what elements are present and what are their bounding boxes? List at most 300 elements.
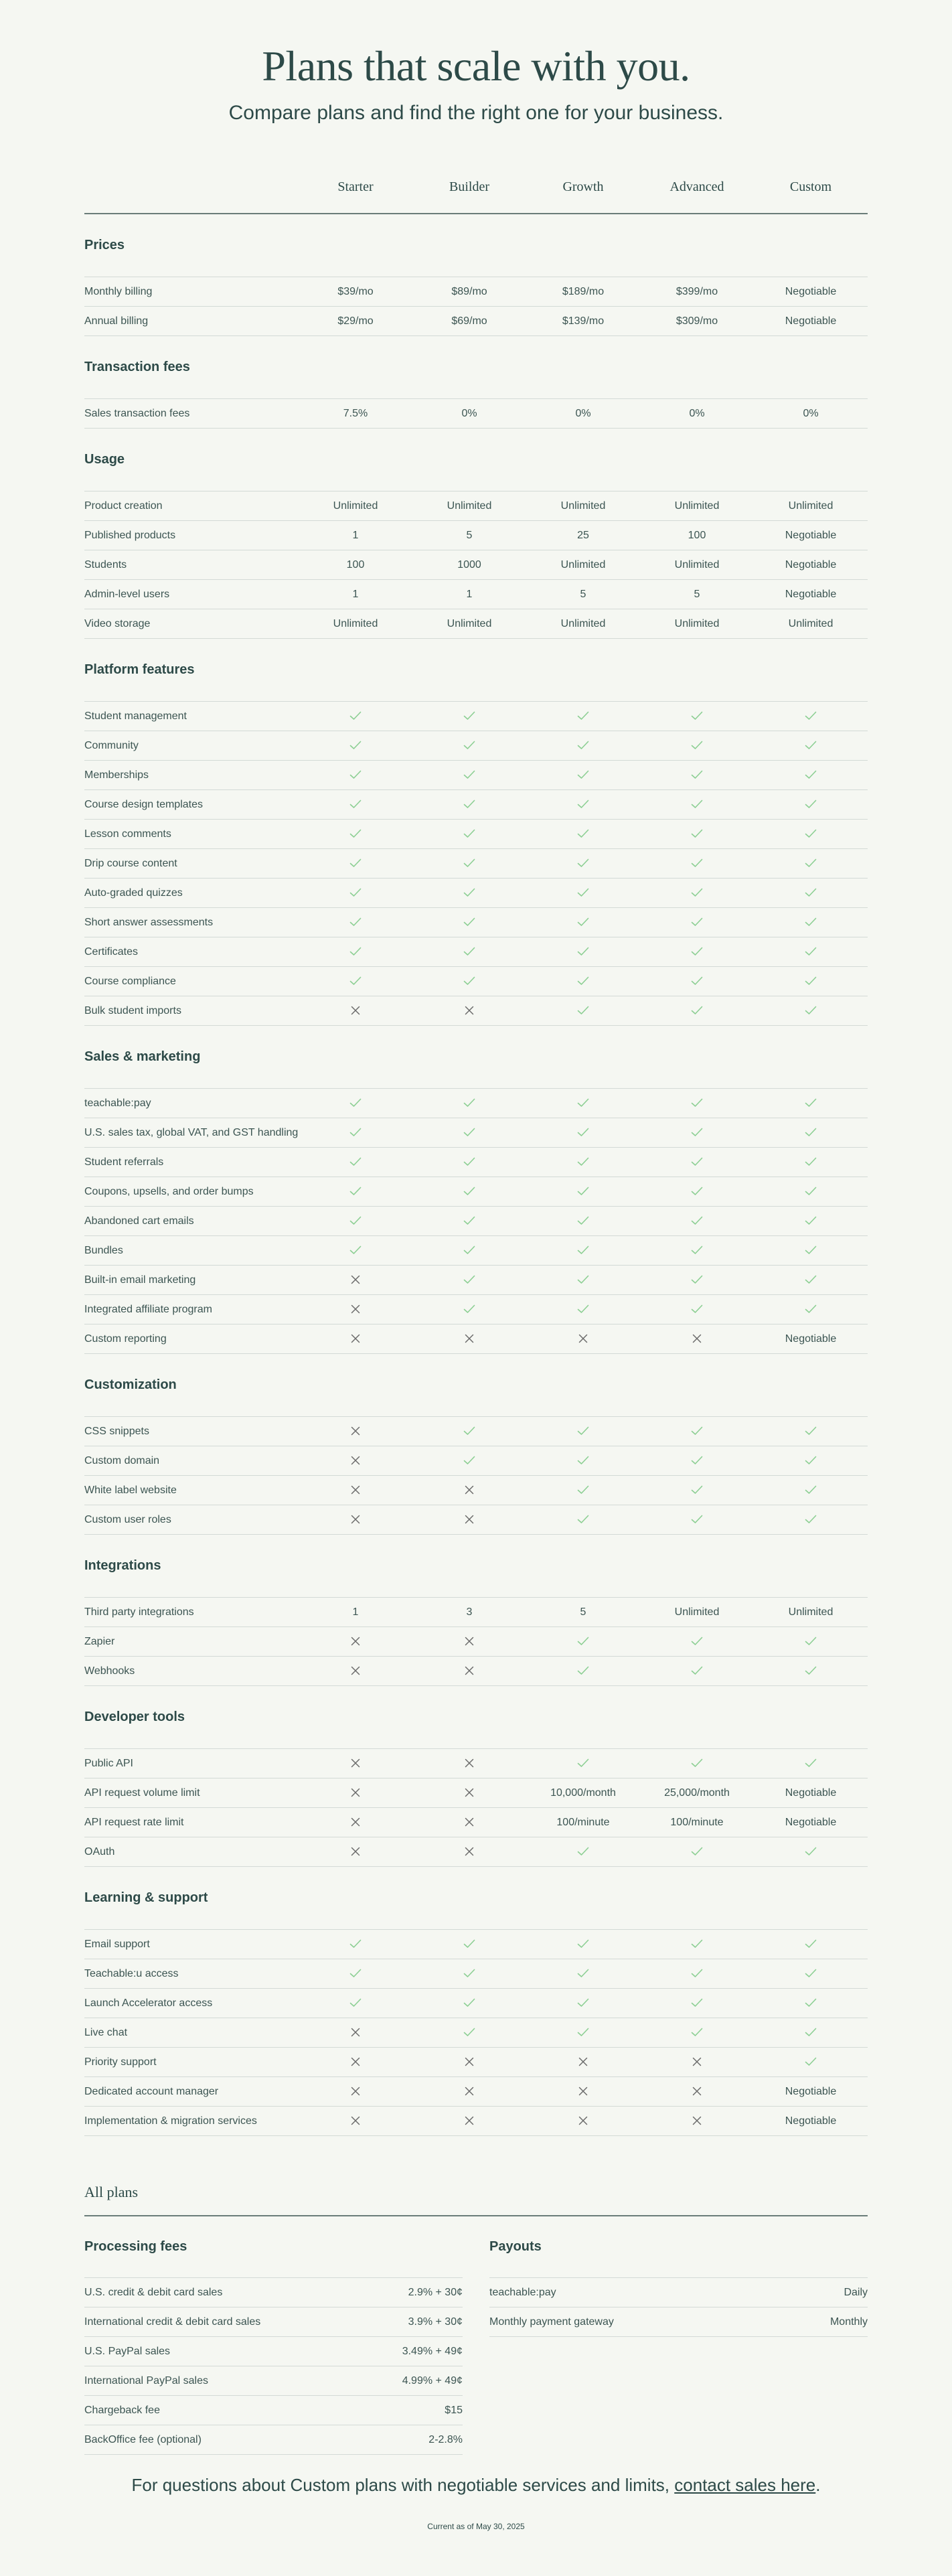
checkmark-glyph [691,1006,703,1015]
check-icon [640,1514,754,1526]
check-icon [526,1186,640,1198]
cross-icon [299,1665,412,1677]
fee-columns [84,2216,868,2455]
cell-value-starter: $29/mo [337,315,374,327]
row-label: Priority support [84,2056,157,2068]
checkmark-glyph [463,1998,475,2007]
check-icon [640,2027,754,2039]
check-icon [412,1215,526,1227]
checkmark-glyph [577,1304,589,1314]
page-title: Plans that scale with you. [262,42,690,90]
table-row [84,1236,868,1266]
row-label: Coupons, upsells, and order bumps [84,1185,254,1197]
checkmark-glyph [349,947,362,956]
section-title-learning-support: Learning & support [84,1867,868,1930]
cross-icon [412,1817,526,1829]
check-icon [412,917,526,929]
checkmark-glyph [577,1666,589,1675]
row-label: Webhooks [84,1665,135,1677]
checkmark-glyph [805,1637,817,1646]
checkmark-glyph [463,1157,475,1166]
row-label: Custom domain [84,1454,160,1466]
check-icon [754,1968,868,1980]
section-title-customization: Customization [84,1354,868,1417]
cross-icon [299,1514,412,1526]
cross-glyph [465,1006,474,1015]
cell-value-growth: $189/mo [562,285,605,297]
cell-value-custom: Unlimited [788,617,834,629]
checkmark-glyph [805,1006,817,1015]
check-icon [754,740,868,752]
cross-glyph [351,2028,360,2037]
cell-value-growth: 0% [575,407,591,419]
table-row [84,1657,868,1686]
cross-glyph [465,2116,474,2125]
check-icon [526,946,640,958]
checkmark-glyph [577,1758,589,1768]
table-row [84,399,868,429]
check-icon [754,828,868,840]
row-label: Lesson comments [84,828,171,840]
table-row [84,1989,868,2018]
check-icon [640,917,754,929]
checkmark-glyph [577,1847,589,1856]
checkmark-glyph [691,1969,703,1978]
all-plans-title: All plans [84,2170,868,2216]
cell-value-growth: 10,000/month [550,1787,616,1799]
checkmark-glyph [691,829,703,838]
feature-sections [84,214,868,2136]
cell-value-custom: Negotiable [785,1816,837,1828]
checkmark-glyph [463,1426,475,1436]
checkmark-glyph [805,829,817,838]
table-row [84,1959,868,1989]
checkmark-glyph [691,770,703,779]
checkmark-glyph [577,711,589,721]
checkmark-glyph [805,947,817,956]
table-row [84,491,868,521]
check-icon [299,1968,412,1980]
checkmark-glyph [805,1098,817,1108]
check-icon [526,1846,640,1858]
checkmark-glyph [577,770,589,779]
table-row [84,1295,868,1324]
check-icon [412,976,526,988]
row-label: Students [84,558,127,571]
checkmark-glyph [463,741,475,750]
checkmark-glyph [349,976,362,986]
row-label: Course design templates [84,798,203,810]
checkmark-glyph [577,1098,589,1108]
cell-value-advanced: $399/mo [676,285,718,297]
table-row [84,521,868,550]
checkmark-glyph [349,858,362,868]
check-icon [640,710,754,723]
checkmark-glyph [349,888,362,897]
table-row [84,1505,868,1535]
plan-header-custom: Custom [789,179,832,194]
checkmark-glyph [691,1666,703,1675]
cell-value-starter: Unlimited [333,500,378,512]
check-icon [640,828,754,840]
check-icon [526,1005,640,1017]
row-label: Student referrals [84,1156,164,1168]
checkmark-glyph [805,1515,817,1524]
table-row [84,1837,868,1867]
cross-icon [299,2086,412,2098]
check-icon [640,1758,754,1770]
check-icon [412,1304,526,1316]
checkmark-glyph [805,1275,817,1284]
check-icon [754,1304,868,1316]
checkmark-glyph [463,976,475,986]
cell-value-custom: Negotiable [785,1787,837,1799]
row-label: Public API [84,1757,133,1769]
checkmark-glyph [349,1128,362,1137]
cell-value-growth: Unlimited [560,500,606,512]
check-icon [526,2027,640,2039]
check-icon [526,1215,640,1227]
row-label: Published products [84,529,176,541]
cross-icon [299,1333,412,1345]
check-icon [526,917,640,929]
cell-value-growth: Unlimited [560,617,606,629]
cross-glyph [351,1515,360,1524]
row-label: Abandoned cart emails [84,1215,194,1227]
checkmark-glyph [577,1245,589,1255]
table-row [84,1417,868,1446]
cross-icon [299,1274,412,1286]
checkmark-glyph [805,1128,817,1137]
row-label: Community [84,739,139,751]
check-icon [640,1005,754,1017]
cell-value-advanced: 100 [688,529,706,541]
row-label: Sales transaction fees [84,407,190,419]
checkmark-glyph [577,858,589,868]
cross-icon [299,1636,412,1648]
cross-glyph [465,2057,474,2066]
section-title-prices: Prices [84,214,868,277]
check-icon [526,1304,640,1316]
check-icon [299,917,412,929]
table-row [84,1476,868,1505]
table-row [84,1148,868,1177]
check-icon [640,887,754,899]
contact-sales-prefix: For questions about Custom plans with negotiable services and limits, [131,2475,675,2495]
cross-glyph [578,2116,588,2125]
cell-value-advanced: 25,000/month [664,1787,730,1799]
cell-value-advanced: 100/minute [670,1816,724,1828]
fee-row [489,2307,868,2337]
cell-value-growth: 100/minute [556,1816,610,1828]
check-icon [299,710,412,723]
check-icon [754,799,868,811]
checkmark-glyph [691,741,703,750]
check-icon [299,858,412,870]
checkmark-glyph [577,976,589,986]
check-icon [754,2056,868,2068]
cross-icon [526,2056,640,2068]
check-icon [412,1097,526,1110]
fee-value: 3.9% + 30¢ [408,2316,463,2328]
checkmark-glyph [805,976,817,986]
checkmark-glyph [691,1275,703,1284]
check-icon [299,1127,412,1139]
checkmark-glyph [577,1187,589,1196]
check-icon [754,1939,868,1951]
table-row [84,849,868,879]
check-icon [640,1215,754,1227]
cross-glyph [351,1637,360,1646]
checkmark-glyph [805,1666,817,1675]
row-label: Auto-graded quizzes [84,887,183,899]
checkmark-glyph [349,711,362,721]
cell-value-builder: $89/mo [451,285,487,297]
cross-glyph [465,1485,474,1495]
cross-icon [299,1426,412,1438]
cross-icon [412,2086,526,2098]
checkmark-glyph [463,1187,475,1196]
check-icon [754,1186,868,1198]
cross-icon [412,1846,526,1858]
contact-sales-link[interactable]: contact sales here [674,2475,816,2495]
check-icon [412,828,526,840]
cross-icon [412,1005,526,1017]
cell-value-builder: Unlimited [447,617,492,629]
row-label: Dedicated account manager [84,2085,219,2097]
check-icon [754,1997,868,2010]
processing-fees [84,2216,463,2455]
contact-sales-suffix: . [815,2475,821,2495]
check-icon [754,1274,868,1286]
checkmark-glyph [577,829,589,838]
check-icon [526,1245,640,1257]
checkmark-glyph [691,1245,703,1255]
row-label: Third party integrations [84,1606,194,1618]
table-row [84,307,868,336]
cell-value-starter: 1 [352,588,359,600]
cell-value-custom: 0% [803,407,819,419]
cross-icon [299,1304,412,1316]
checkmark-glyph [463,1275,475,1284]
checkmark-glyph [463,711,475,721]
row-label: Memberships [84,769,149,781]
checkmark-glyph [805,1969,817,1978]
cross-glyph [351,1666,360,1675]
fee-row [84,2396,463,2425]
table-row [84,2107,868,2136]
cell-value-advanced: Unlimited [674,617,720,629]
table-row [84,1177,868,1207]
check-icon [412,1127,526,1139]
check-icon [526,1939,640,1951]
check-icon [754,769,868,781]
check-icon [640,976,754,988]
checkmark-glyph [349,829,362,838]
checkmark-glyph [463,1304,475,1314]
checkmark-glyph [463,858,475,868]
cross-glyph [351,2057,360,2066]
cross-glyph [465,1334,474,1343]
check-icon [526,1485,640,1497]
row-label: White label website [84,1484,177,1496]
check-icon [412,1939,526,1951]
cell-value-advanced: 5 [694,588,700,600]
checkmark-glyph [349,1245,362,1255]
check-icon [412,740,526,752]
fee-label: International PayPal sales [84,2374,208,2386]
check-icon [412,1426,526,1438]
cell-value-builder: 0% [461,407,477,419]
cross-glyph [692,1334,702,1343]
checkmark-glyph [349,1098,362,1108]
check-icon [526,1968,640,1980]
row-label: Implementation & migration services [84,2115,257,2127]
table-row [84,761,868,790]
checkmark-glyph [805,1157,817,1166]
checkmark-glyph [463,2028,475,2037]
check-icon [299,1215,412,1227]
fee-value: $15 [445,2404,463,2416]
check-icon [754,710,868,723]
row-label: Bulk student imports [84,1004,181,1016]
cross-icon [412,1333,526,1345]
checkmark-glyph [349,1187,362,1196]
checkmark-glyph [691,1128,703,1137]
checkmark-glyph [577,741,589,750]
checkmark-glyph [349,770,362,779]
cross-glyph [351,2087,360,2096]
row-label: teachable:pay [84,1097,151,1109]
check-icon [754,1758,868,1770]
row-label: Course compliance [84,975,176,987]
check-icon [526,858,640,870]
cross-icon [640,2056,754,2068]
cell-value-advanced: Unlimited [674,558,720,571]
check-icon [640,1245,754,1257]
checkmark-glyph [577,1485,589,1495]
cell-value-growth: $139/mo [562,315,605,327]
row-label: Annual billing [84,315,149,327]
cell-value-custom: Negotiable [785,315,837,327]
cell-value-growth: 5 [580,1606,586,1618]
cell-value-growth: 5 [580,588,586,600]
check-icon [299,976,412,988]
check-icon [299,1186,412,1198]
check-icon [754,1485,868,1497]
cell-value-growth: Unlimited [560,558,606,571]
section-title-transaction-fees: Transaction fees [84,336,868,399]
check-icon [754,1097,868,1110]
checkmark-glyph [805,1216,817,1225]
table-row [84,2048,868,2077]
row-label: Email support [84,1938,150,1950]
checkmark-glyph [463,947,475,956]
check-icon [412,1245,526,1257]
cross-glyph [692,2087,702,2096]
cross-glyph [351,1304,360,1314]
checkmark-glyph [805,1847,817,1856]
fee-value: 4.99% + 49¢ [402,2374,463,2386]
table-row [84,2077,868,2107]
fee-label: U.S. credit & debit card sales [84,2286,223,2298]
checkmark-glyph [463,1098,475,1108]
check-icon [640,1997,754,2010]
check-icon [640,1186,754,1198]
check-icon [412,1186,526,1198]
row-label: Integrated affiliate program [84,1303,212,1315]
checkmark-glyph [805,711,817,721]
check-icon [640,1304,754,1316]
cross-icon [299,2115,412,2127]
check-icon [299,1997,412,2010]
cross-icon [412,2115,526,2127]
table-row [84,1778,868,1808]
cross-icon [412,1514,526,1526]
checkmark-glyph [349,800,362,809]
check-icon [640,740,754,752]
row-label: Admin-level users [84,588,170,600]
check-icon [299,1097,412,1110]
cell-value-advanced: Unlimited [674,1606,720,1618]
check-icon [412,769,526,781]
cell-value-builder: 1 [466,588,473,600]
check-icon [640,1665,754,1677]
checkmark-glyph [691,888,703,897]
row-label: Product creation [84,500,163,512]
table-row [84,908,868,937]
fee-row [84,2307,463,2337]
checkmark-glyph [463,1128,475,1137]
checkmark-glyph [805,1187,817,1196]
check-icon [754,1455,868,1467]
check-icon [754,1127,868,1139]
checkmark-glyph [577,2028,589,2037]
plan-header-row [84,161,868,214]
check-icon [754,946,868,958]
check-icon [754,1215,868,1227]
table-row [84,790,868,820]
cross-glyph [351,1456,360,1465]
fee-row [84,2425,463,2455]
cell-value-starter: $39/mo [337,285,374,297]
table-row [84,1446,868,1476]
check-icon [526,740,640,752]
check-icon [640,946,754,958]
row-label: Zapier [84,1635,115,1647]
check-icon [640,1274,754,1286]
check-icon [526,1514,640,1526]
checkmark-glyph [691,917,703,927]
checkmark-glyph [805,1758,817,1768]
check-icon [299,769,412,781]
table-row [84,1749,868,1778]
row-label: Launch Accelerator access [84,1997,213,2009]
cell-value-custom: Unlimited [788,500,834,512]
cross-glyph [351,1817,360,1827]
cell-value-custom: Negotiable [785,285,837,297]
check-icon [299,887,412,899]
check-icon [526,887,640,899]
payouts-title: Payouts [489,2216,868,2278]
checkmark-glyph [805,741,817,750]
check-icon [299,1156,412,1168]
checkmark-glyph [805,888,817,897]
section-title-usage: Usage [84,429,868,491]
check-icon [640,769,754,781]
cross-icon [412,2056,526,2068]
cell-value-builder: 5 [466,529,473,541]
